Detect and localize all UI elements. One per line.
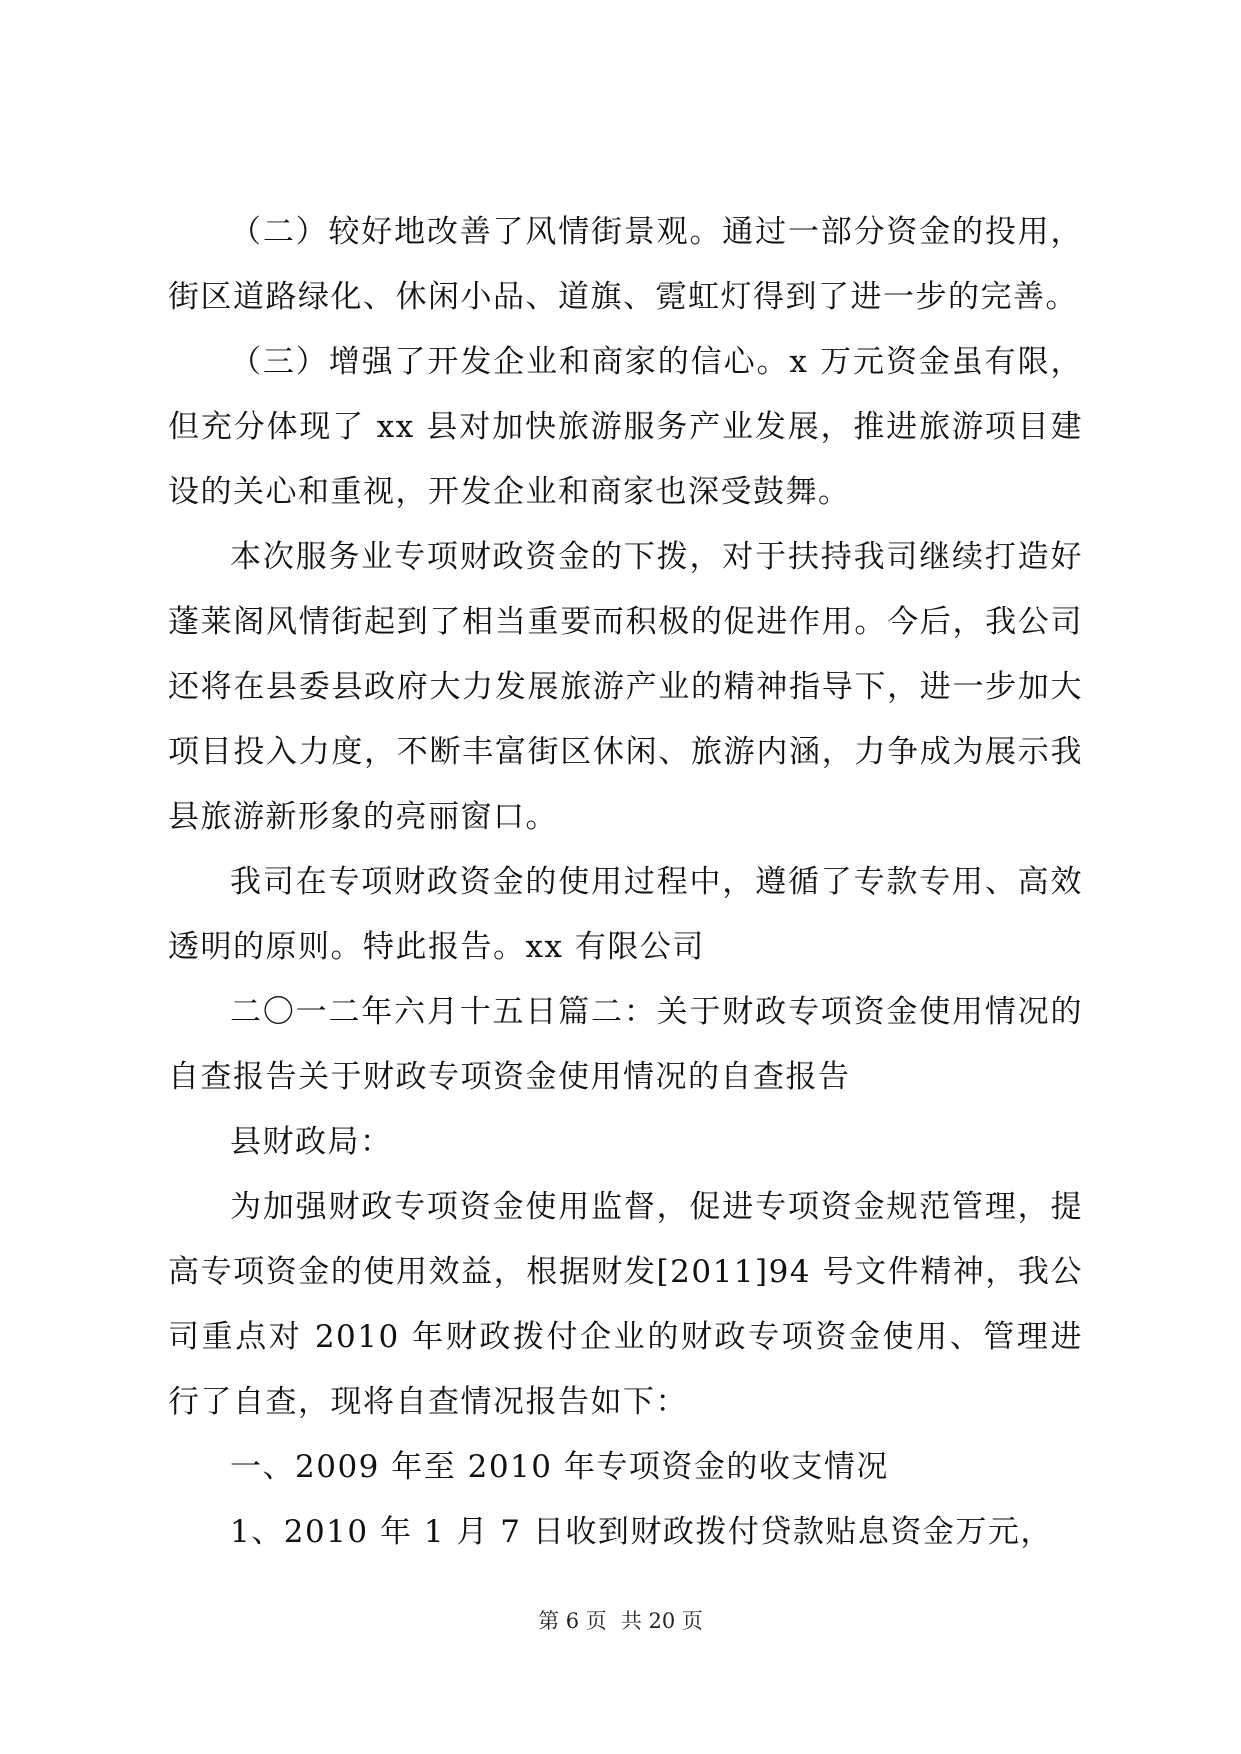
list-item-first-receipt: 1、2010 年 1 月 7 日收到财政拨付贷款贴息资金万元， xyxy=(230,1514,1053,1550)
paragraph-funding-effect: 本次服务业专项财政资金的下拨，对于扶持我司继续打造好蓬莱阁风情街起到了相当重要而积极的促进作用。今后，我公司还将在县委县政府大力发展旅游产业的精神指导下，进一步加大项目投入力度，不断丰富街区休闲、旅游内涵，力争成为展示我县旅游新形象的亮丽窗口。 xyxy=(168,539,1083,835)
document-body xyxy=(168,200,1083,1565)
paragraph-report-closing: 我司在专项财政资金的使用过程中，遵循了专款专用、高效透明的原则。特此报告。xx 有限公司 xyxy=(168,864,1083,965)
page-number: 第 6 页 xyxy=(538,1609,607,1633)
paragraph-self-check-intro: 为加强财政专项资金使用监督，促进专项资金规范管理，提高专项资金的使用效益，根据财发[2011]94 号文件精神，我公司重点对 2010 年财政拨付企业的财政专项资金使用、管理进行了自查，现将自查情况报告如下： xyxy=(168,1189,1083,1420)
page-total: 共 20 页 xyxy=(620,1609,703,1633)
page-footer xyxy=(0,1606,1241,1636)
paragraph-improve-street: （二）较好地改善了风情街景观。通过一部分资金的投用，街区道路绿化、休闲小品、道旗、霓虹灯得到了进一步的完善。 xyxy=(168,214,1083,315)
section-heading-income-expense: 一、2009 年至 2010 年专项资金的收支情况 xyxy=(230,1449,889,1485)
paragraph-date-and-title: 二〇一二年六月十五日篇二：关于财政专项资金使用情况的自查报告关于财政专项资金使用情况的自查报告 xyxy=(168,994,1083,1095)
paragraph-confidence: （三）增强了开发企业和商家的信心。x 万元资金虽有限，但充分体现了 xx 县对加快旅游服务产业发展，推进旅游项目建设的关心和重视，开发企业和商家也深受鼓舞。 xyxy=(168,344,1083,510)
paragraph-addressee: 县财政局： xyxy=(230,1124,393,1160)
